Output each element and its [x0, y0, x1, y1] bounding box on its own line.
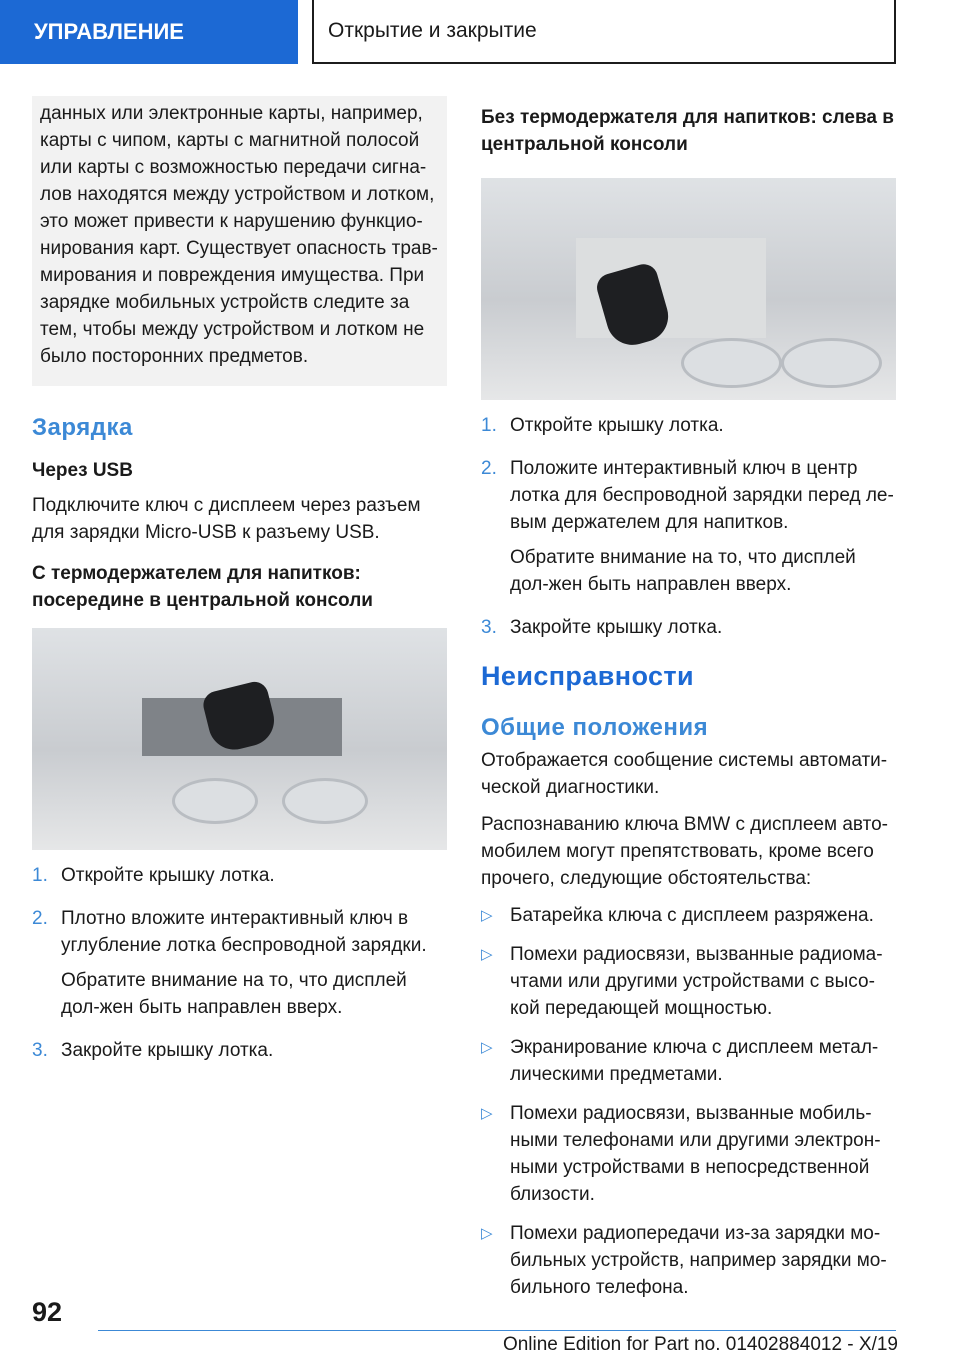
heading-charging: Зарядка [32, 414, 133, 441]
step-number: 1. [32, 865, 48, 886]
step-text: Плотно вложите интерактивный ключ в углубление лотка беспроводной зарядки. [61, 908, 427, 956]
list-item-text: Помехи радиопередачи из-за зарядки мо-бильных устройств, например зарядки мо-бильного телефона. [510, 1223, 887, 1298]
warning-line: это может привести к нарушению функцио- [40, 211, 423, 232]
heading-usb: Через USB [32, 460, 133, 481]
steps-center [32, 862, 447, 1072]
general-paragraph-2: Распознаванию ключа BMW с дисплеем авто-мобилем могут препятствовать, кроме всего прочего, следующие обстоятельства: [481, 814, 888, 889]
console-photo-left [481, 178, 896, 400]
warning-line: нирования карт. Существует опасность трав- [40, 238, 438, 259]
step-text: Положите интерактивный ключ в центр лотка для беспроводной зарядки перед ле-вым держателем для напитков. [510, 458, 894, 533]
step-item [32, 862, 447, 897]
footer-divider [98, 1330, 896, 1331]
list-item [481, 941, 896, 1022]
list-item-text: Батарейка ключа с дисплеем разряжена. [510, 905, 874, 926]
triangle-bullet-icon: ▷ [481, 1225, 493, 1242]
step-text: Откройте крышку лотка. [61, 865, 275, 886]
list-item [481, 1100, 896, 1208]
warning-box [32, 96, 447, 386]
step-item [32, 1037, 447, 1072]
chapter-tab[interactable]: УПРАВЛЕНИЕ [0, 0, 298, 64]
cup-holder-left [681, 338, 782, 388]
triangle-bullet-icon: ▷ [481, 1105, 493, 1122]
list-item-text: Помехи радиосвязи, вызванные мобиль-ными телефонами или другими электрон-ными устройствами в непосредственной близости. [510, 1103, 881, 1205]
console-photo-center [32, 628, 447, 850]
list-item [481, 1220, 896, 1301]
step-number: 3. [32, 1040, 48, 1061]
usb-paragraph: Подключите ключ с дисплеем через разъем для зарядки Micro-USB к разъему USB. [32, 495, 421, 543]
footer-edition: Online Edition for Part no. 01402884012 - X/19 [502, 1334, 898, 1355]
step-item [481, 412, 896, 447]
warning-line: или карты с возможностью передачи сигна- [40, 157, 427, 178]
cup-holder-left [172, 778, 258, 824]
heading-general: Общие положения [481, 714, 709, 741]
step-item [481, 614, 896, 649]
warning-line: тем, чтобы между устройством и лотком не [40, 319, 425, 340]
warning-line: мирования и повреждения имущества. При [40, 265, 425, 286]
heading-faults: Неисправности [481, 661, 695, 691]
warning-line: зарядке мобильных устройств следите за [40, 292, 410, 313]
heading-nothermo: Без термодержателя для напитков: слева в центральной консоли [481, 107, 894, 155]
fault-causes-list [481, 902, 896, 1301]
step-number: 2. [32, 908, 48, 929]
step-number: 1. [481, 415, 497, 436]
step-item [32, 905, 447, 1029]
step-number: 2. [481, 458, 497, 479]
section-title: Открытие и закрытие [312, 0, 896, 64]
warning-line: данных или электронные карты, например, [40, 103, 423, 124]
warning-line: карты с чипом, карты с магнитной полосой [40, 130, 420, 151]
triangle-bullet-icon: ▷ [481, 907, 493, 924]
step-item [481, 455, 896, 606]
step-text: Закройте крышку лотка. [510, 617, 723, 638]
general-paragraph-1: Отображается сообщение системы автомати-ческой диагностики. [481, 750, 888, 798]
left-column [32, 96, 447, 1080]
warning-line: было посторонних предметов. [40, 346, 309, 367]
step-number: 3. [481, 617, 497, 638]
heading-thermo: С термодержателем для напитков: посередине в центральной консоли [32, 563, 373, 611]
cup-holder-right [781, 338, 882, 388]
list-item [481, 1034, 896, 1088]
steps-left [481, 412, 896, 649]
step-text: Закройте крышку лотка. [61, 1040, 274, 1061]
page-number: 92 [32, 1297, 63, 1327]
step-note: Обратите внимание на то, что дисплей дол-жен быть направлен вверх. [61, 970, 407, 1018]
cup-holder-right [282, 778, 368, 824]
triangle-bullet-icon: ▷ [481, 946, 493, 963]
list-item [481, 902, 896, 929]
list-item-text: Помехи радиосвязи, вызванные радиома-чтами или другими устройствами с высо-кой передающей мощностью. [510, 944, 883, 1019]
right-column [481, 104, 896, 1313]
list-item-text: Экранирование ключа с дисплеем метал-лическими предметами. [510, 1037, 879, 1085]
triangle-bullet-icon: ▷ [481, 1039, 493, 1056]
step-text: Откройте крышку лотка. [510, 415, 724, 436]
step-note: Обратите внимание на то, что дисплей дол-жен быть направлен вверх. [510, 547, 856, 595]
warning-line: лов находятся между устройством и лотком, [40, 184, 435, 205]
